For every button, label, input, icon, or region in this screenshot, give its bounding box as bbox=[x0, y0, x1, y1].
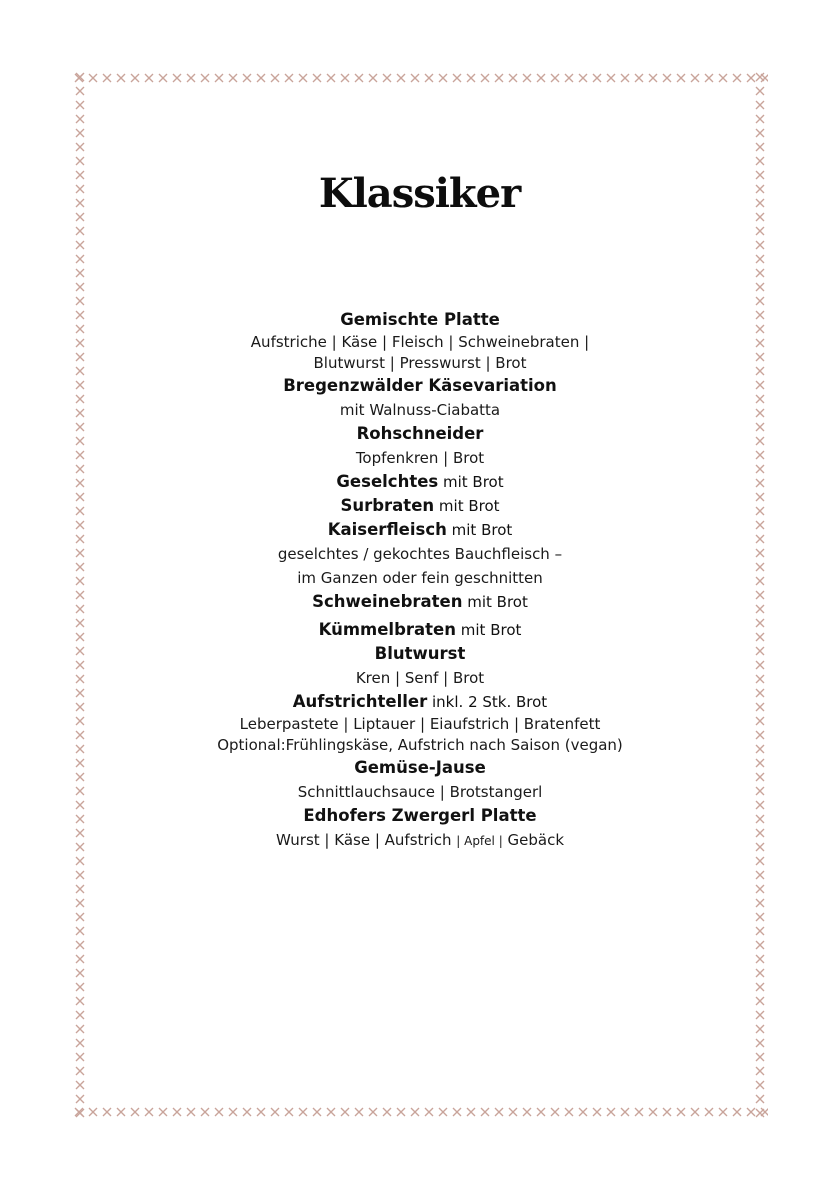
border-pattern-bottom bbox=[72, 1104, 768, 1120]
page-title: Klassiker bbox=[318, 170, 521, 217]
desc-part: Wurst | Käse | Aufstrich bbox=[275, 831, 457, 849]
menu-item-suffix: mit Brot bbox=[438, 473, 504, 491]
menu-item-description: Leberpastete | Liptauer | Eiaufstrich | Bratenfett bbox=[239, 715, 601, 733]
menu-item-suffix: mit Brot bbox=[446, 521, 513, 539]
menu-item-heading bbox=[150, 804, 690, 828]
menu-item-heading bbox=[150, 470, 690, 494]
border-pattern-left bbox=[72, 70, 88, 1120]
menu-list bbox=[150, 308, 690, 853]
menu-item-name: Gemüse-Jause bbox=[354, 758, 486, 777]
menu-item-heading bbox=[150, 308, 690, 332]
menu-item-suffix: mit Brot bbox=[434, 497, 500, 515]
border-pattern-right bbox=[752, 70, 768, 1120]
menu-item-suffix: mit Brot bbox=[456, 621, 522, 639]
menu-item-name: Kaiserfleisch bbox=[327, 520, 447, 539]
menu-item-description: Topfenkren | Brot bbox=[355, 449, 485, 467]
menu-item-name: Rohschneider bbox=[356, 424, 484, 443]
menu-item-name: Kümmelbraten bbox=[318, 620, 456, 639]
menu-item-heading bbox=[150, 690, 690, 714]
menu-item-suffix: inkl. 2 Stk. Brot bbox=[427, 693, 548, 711]
menu-item-name: Bregenzwälder Käsevariation bbox=[283, 376, 557, 395]
menu-item-name: Surbraten bbox=[340, 496, 435, 515]
menu-item-name: Gemischte Platte bbox=[340, 310, 500, 329]
menu-item-heading bbox=[150, 756, 690, 780]
menu-item-heading bbox=[150, 518, 690, 542]
menu-item-heading bbox=[150, 422, 690, 446]
menu-item-heading bbox=[150, 374, 690, 398]
menu-item-heading bbox=[150, 618, 690, 642]
menu-item-description: Optional:Frühlingskäse, Aufstrich nach Saison (vegan) bbox=[217, 736, 623, 754]
menu-item-heading bbox=[150, 494, 690, 518]
menu-item-description: Aufstriche | Käse | Fleisch | Schweinebraten | bbox=[250, 333, 590, 351]
menu-item-description: mit Walnuss-Ciabatta bbox=[339, 401, 501, 419]
menu-item-name: Aufstrichteller bbox=[292, 692, 428, 711]
menu-item-name: Geselchtes bbox=[336, 472, 439, 491]
menu-item-description bbox=[150, 828, 690, 853]
menu-item-description: Blutwurst | Presswurst | Brot bbox=[313, 354, 527, 372]
menu-item-name: Schweinebraten bbox=[312, 592, 463, 611]
border-pattern-top bbox=[72, 70, 768, 86]
menu-item-name: Edhofers Zwergerl Platte bbox=[303, 806, 537, 825]
menu-item-heading bbox=[150, 642, 690, 666]
desc-part-small: | Apfel | bbox=[456, 834, 503, 848]
desc-part: Gebäck bbox=[502, 831, 565, 849]
menu-item-description: Schnittlauchsauce | Brotstangerl bbox=[297, 783, 543, 801]
menu-item-suffix: mit Brot bbox=[462, 593, 528, 611]
menu-item-description: Kren | Senf | Brot bbox=[355, 669, 485, 687]
menu-item-heading bbox=[150, 590, 690, 614]
menu-item-name: Blutwurst bbox=[374, 644, 466, 663]
menu-item-description: geselchtes / gekochtes Bauchfleisch – bbox=[277, 545, 563, 563]
menu-item-description: im Ganzen oder fein geschnitten bbox=[297, 569, 543, 587]
